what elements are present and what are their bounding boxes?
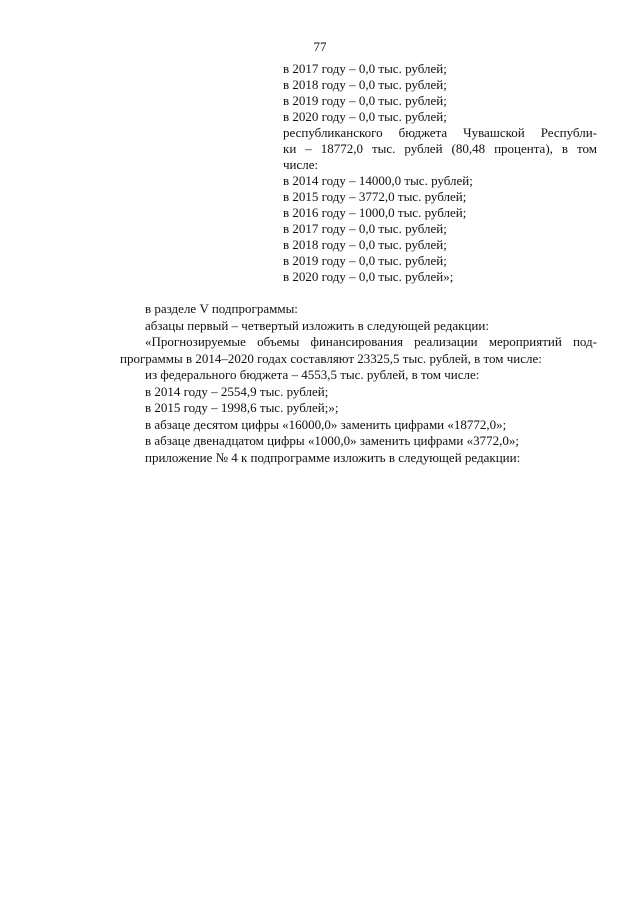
- paragraph-instruction: абзацы первый – четвертый изложить в следующей редакции:: [145, 317, 489, 333]
- funding-year-line: в 2017 году – 0,0 тыс. рублей;: [283, 61, 447, 76]
- republic-budget-line: числе:: [283, 157, 319, 172]
- funding-year-line: в 2020 году – 0,0 тыс. рублей;: [283, 109, 447, 124]
- federal-budget-line: из федерального бюджета – 4553,5 тыс. рублей, в том числе:: [145, 367, 480, 382]
- republic-year-line: в 2019 году – 0,0 тыс. рублей;: [283, 253, 447, 268]
- republic-budget-line: республиканского бюджета Чувашской Республи-: [283, 125, 597, 140]
- tenth-paragraph-line: в абзаце десятом цифры «16000,0» заменить цифрами «18772,0»;: [145, 416, 507, 432]
- amendment-block: [120, 301, 597, 466]
- forecast-line: программы в 2014–2020 годах составляют 23325,5 тыс. рублей, в том числе:: [120, 350, 542, 366]
- republic-year-line: в 2018 году – 0,0 тыс. рублей;: [283, 237, 447, 252]
- funding-year-line: в 2019 году – 0,0 тыс. рублей;: [283, 93, 447, 108]
- republic-year-line: в 2017 году – 0,0 тыс. рублей;: [283, 221, 447, 236]
- forecast-line: «Прогнозируемые объемы финансирования реализации мероприятий под-: [145, 334, 597, 349]
- republic-year-line: в 2020 году – 0,0 тыс. рублей»;: [283, 269, 454, 284]
- republic-year-line: в 2015 году – 3772,0 тыс. рублей;: [283, 189, 467, 204]
- republic-budget-line: ки – 18772,0 тыс. рублей (80,48 процента), в том: [283, 141, 597, 156]
- republic-year-line: в 2016 году – 1000,0 тыс. рублей;: [283, 205, 467, 220]
- funding-continuation-block: [283, 61, 597, 285]
- year-line: в 2014 году – 2554,9 тыс. рублей;: [145, 383, 329, 399]
- page-number: 77: [313, 39, 327, 54]
- section-heading: в разделе V подпрограммы:: [145, 301, 298, 316]
- twelfth-paragraph-line: в абзаце двенадцатом цифры «1000,0» заменить цифрами «3772,0»;: [145, 433, 519, 448]
- year-line: в 2015 году – 1998,6 тыс. рублей;»;: [145, 400, 339, 415]
- funding-year-line: в 2018 году – 0,0 тыс. рублей;: [283, 77, 447, 92]
- appendix-line: приложение № 4 к подпрограмме изложить в следующей редакции:: [145, 449, 521, 465]
- republic-year-line: в 2014 году – 14000,0 тыс. рублей;: [283, 173, 473, 188]
